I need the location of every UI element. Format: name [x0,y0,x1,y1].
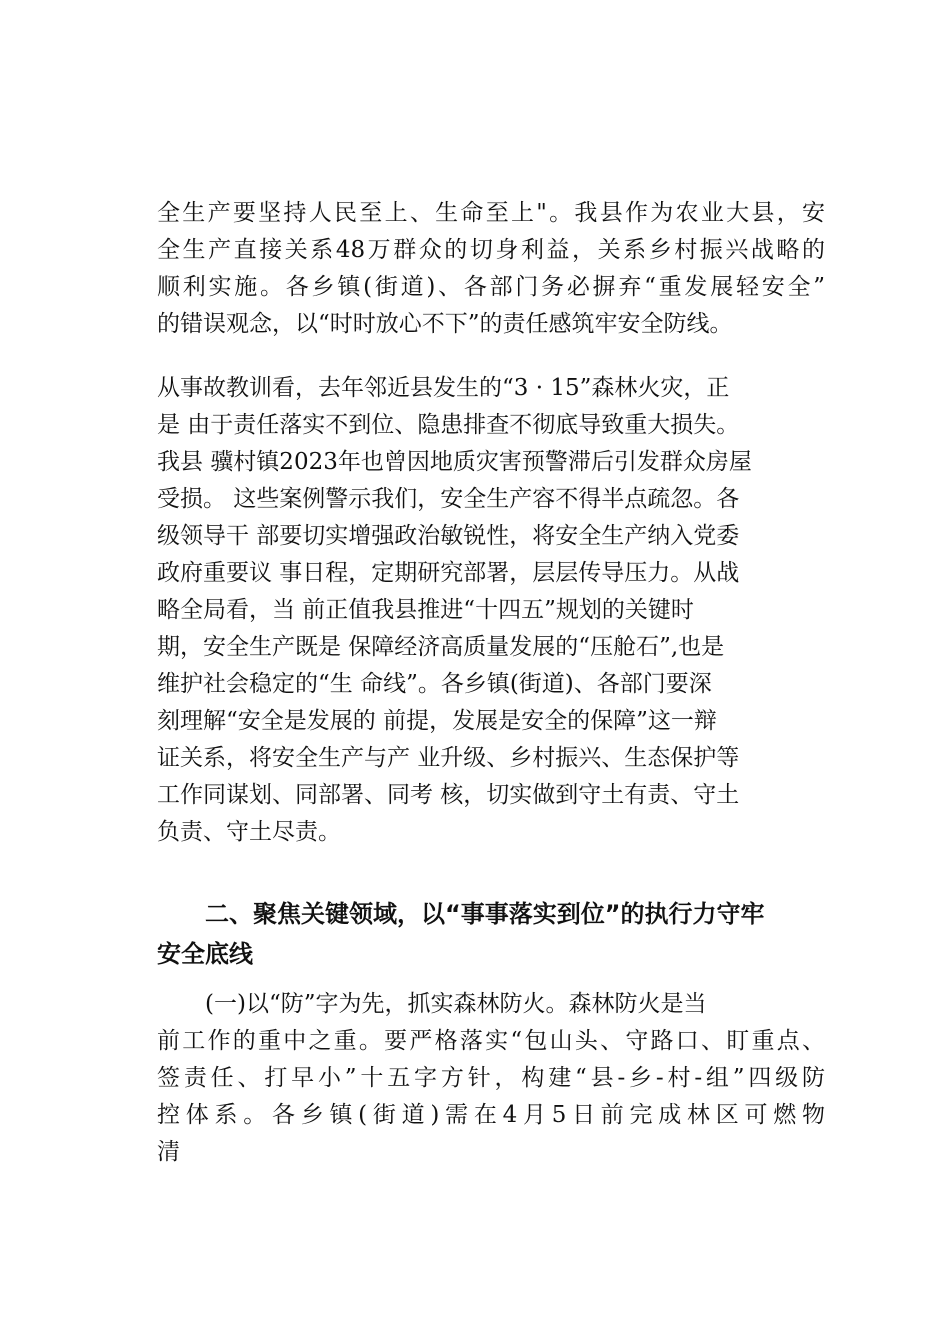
text-line: 级领导干 部要切实增强政治敏锐性，将安全生产纳入党委 [157,523,740,549]
text-line: 受损。 这些案例警示我们，安全生产容不得半点疏忽。各 [157,486,740,512]
text-line: 顺利实施。各乡镇(街道)、各部门务必摒弃“重发展轻安全” [157,274,825,300]
text-line: 刻理解“安全是发展的 前提，发展是安全的保障”这一辩 [157,708,717,734]
text-line: 略全局看，当 前正值我县推进“十四五”规划的关键时 [157,597,694,623]
text-line: 维护社会稳定的“生 命线”。各乡镇(街道)、各部门要深 [157,671,712,697]
text-line: 全生产要坚持人民至上、生命至上"。我县作为农业大县，安 [157,200,825,226]
text-line: 的错误观念，以“时时放心不下”的责任感筑牢安全防线。 [157,311,733,337]
paragraph-safety-principle [157,195,837,343]
heading-line: 安全底线 [157,940,253,968]
text-line: 清 [157,1139,180,1165]
heading-line: 二、聚焦关键领域，以“事事落实到位”的执行力守牢 [205,900,765,928]
text-line: 全生产直接关系48万群众的切身利益，关系乡村振兴战略的 [157,237,825,263]
text-line: 前工作的重中之重。要严格落实“包山头、守路口、盯重点、 [157,1028,825,1054]
text-line: 我县 骥村镇2023年也曾因地质灾害预警滞后引发群众房屋 [157,449,752,475]
text-line: 是 由于责任落实不到位、隐患排查不彻底导致重大损失。 [157,412,740,438]
paragraph-forest-fire [157,986,837,1171]
text-line: 期，安全生产既是 保障经济高质量发展的“压舱石”,也是 [157,634,725,660]
text-line: 工作同谋划、同部署、同考 核，切实做到守土有责、守土 [157,782,740,808]
text-line: 从事故教训看，去年邻近县发生的“3 · 15”森林火灾，正 [157,375,730,401]
text-line: 控体系。各乡镇(街道)需在4月5日前完成林区可燃物 [157,1102,825,1128]
paragraph-accident-lessons [157,370,837,851]
text-line: (一)以“防”字为先，抓实森林防火。森林防火是当 [205,991,707,1017]
section-heading [157,894,837,974]
text-line: 证关系，将安全生产与产 业升级、乡村振兴、生态保护等 [157,745,740,771]
text-line: 签责任、打早小”十五字方针，构建“县-乡-村-组”四级防 [157,1065,825,1091]
text-line: 政府重要议 事日程，定期研究部署，层层传导压力。从战 [157,560,740,586]
text-line: 负责、守土尽责。 [157,819,341,845]
